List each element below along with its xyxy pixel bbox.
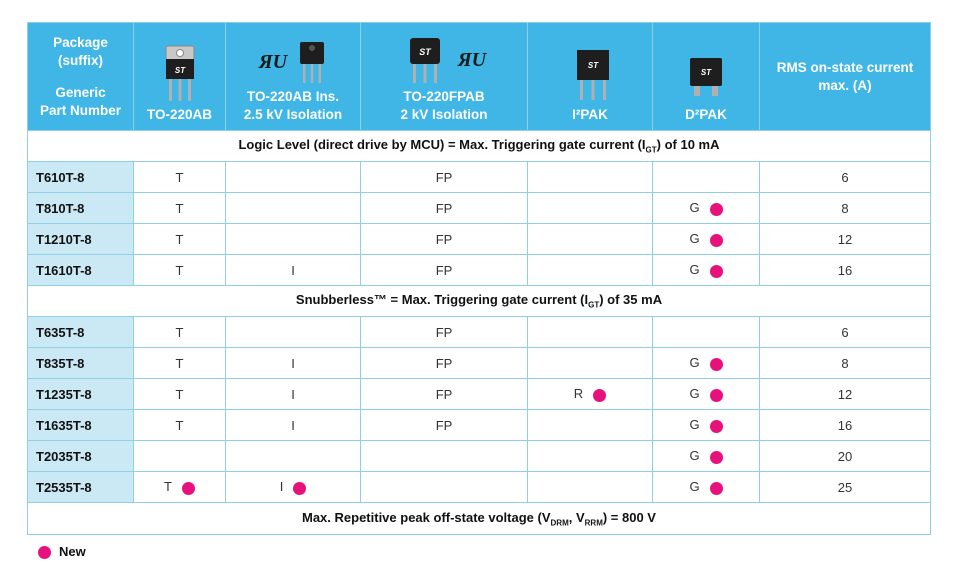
cell-part-value: T1210T-8 bbox=[36, 231, 92, 247]
cell-i2pak bbox=[528, 193, 653, 224]
cell-d2pak bbox=[653, 441, 760, 472]
new-dot-icon bbox=[593, 389, 606, 402]
cell-to220-value: T bbox=[175, 169, 184, 185]
new-dot-icon bbox=[710, 389, 723, 402]
cell-rms bbox=[760, 162, 931, 193]
cell-part bbox=[28, 255, 134, 286]
new-dot-icon bbox=[293, 482, 306, 495]
new-dot-icon bbox=[710, 203, 723, 216]
cell-rms bbox=[760, 379, 931, 410]
cell-fp-value: FP bbox=[435, 386, 453, 402]
cell-i2pak bbox=[528, 255, 653, 286]
cell-fp-value: FP bbox=[435, 355, 453, 371]
cell-fp bbox=[361, 379, 528, 410]
table-row bbox=[28, 224, 931, 255]
cell-part bbox=[28, 193, 134, 224]
cell-fp bbox=[361, 410, 528, 441]
cell-d2pak bbox=[653, 472, 760, 503]
cell-to220-value: T bbox=[175, 417, 184, 433]
footer-voltage-note: Max. Repetitive peak off-state voltage ($V_{DRM}$, $V_{RRM}) = 800$ V bbox=[28, 503, 931, 535]
cell-i2pak bbox=[528, 379, 653, 410]
cell-fp bbox=[361, 162, 528, 193]
cell-i2pak bbox=[528, 348, 653, 379]
cell-d2pak-value: G bbox=[689, 200, 700, 216]
cell-part-value: T1235T-8 bbox=[36, 386, 92, 402]
cell-d2pak bbox=[653, 193, 760, 224]
cell-fp bbox=[361, 472, 528, 503]
cell-part-value: T2035T-8 bbox=[36, 448, 92, 464]
cell-part bbox=[28, 410, 134, 441]
svg-text:ST: ST bbox=[174, 66, 185, 75]
cell-fp bbox=[361, 224, 528, 255]
table-row bbox=[28, 317, 931, 348]
cell-ins-value: I bbox=[291, 262, 295, 278]
cell-rms-value: 6 bbox=[841, 324, 849, 340]
cell-rms bbox=[760, 441, 931, 472]
to220-insulated-package-icon bbox=[297, 40, 327, 84]
cell-ins bbox=[226, 162, 361, 193]
header-d2pak: ST D²PAK bbox=[653, 23, 760, 131]
cell-rms-value: 8 bbox=[841, 200, 849, 216]
cell-ins-value: I bbox=[291, 386, 295, 402]
cell-to220 bbox=[134, 317, 226, 348]
cell-d2pak-value: G bbox=[689, 231, 700, 247]
cell-to220-value: T bbox=[175, 262, 184, 278]
cell-part-value: T1610T-8 bbox=[36, 262, 92, 278]
cell-part bbox=[28, 379, 134, 410]
cell-to220-value: T bbox=[164, 479, 172, 495]
cell-part bbox=[28, 472, 134, 503]
cell-part bbox=[28, 317, 134, 348]
new-dot-icon bbox=[710, 451, 723, 464]
section-logic-level-title: Logic Level (direct drive by MCU) = Max. Triggering gate current $(I_{GT})$ of 10 mA bbox=[28, 131, 931, 162]
section-logic-level bbox=[28, 131, 931, 162]
ul-logo-icon: ЯU bbox=[457, 49, 487, 71]
header-generic-part bbox=[28, 23, 134, 131]
cell-to220 bbox=[134, 193, 226, 224]
cell-part-value: T1635T-8 bbox=[36, 417, 92, 433]
cell-ins bbox=[226, 472, 361, 503]
cell-d2pak bbox=[653, 348, 760, 379]
cell-i2pak bbox=[528, 224, 653, 255]
cell-rms-value: 12 bbox=[837, 386, 853, 402]
cell-d2pak bbox=[653, 162, 760, 193]
table-row bbox=[28, 410, 931, 441]
section-snubberless bbox=[28, 286, 931, 317]
cell-to220 bbox=[134, 162, 226, 193]
header-row bbox=[28, 23, 931, 131]
cell-part bbox=[28, 441, 134, 472]
cell-rms bbox=[760, 224, 931, 255]
cell-d2pak bbox=[653, 410, 760, 441]
cell-d2pak-value: G bbox=[689, 417, 700, 433]
header-rms-current: RMS on-state current max. (A) bbox=[760, 23, 931, 131]
cell-ins bbox=[226, 379, 361, 410]
cell-rms-value: 16 bbox=[837, 417, 853, 433]
cell-part-value: T610T-8 bbox=[36, 169, 85, 185]
table-row bbox=[28, 441, 931, 472]
cell-rms bbox=[760, 317, 931, 348]
legend bbox=[38, 544, 86, 559]
cell-fp-value: FP bbox=[435, 200, 453, 216]
new-dot-icon bbox=[710, 234, 723, 247]
cell-i2pak-value: R bbox=[573, 386, 584, 402]
cell-d2pak-value: G bbox=[689, 448, 700, 464]
table-row bbox=[28, 348, 931, 379]
cell-rms bbox=[760, 348, 931, 379]
cell-rms bbox=[760, 472, 931, 503]
cell-d2pak bbox=[653, 317, 760, 348]
cell-ins bbox=[226, 410, 361, 441]
cell-fp bbox=[361, 255, 528, 286]
cell-i2pak bbox=[528, 317, 653, 348]
table-row bbox=[28, 193, 931, 224]
table-row bbox=[28, 255, 931, 286]
svg-text:ST: ST bbox=[700, 68, 712, 77]
header-to220fpab: ST ЯU TO-220FPAB 2 kV Isolation bbox=[361, 23, 528, 131]
cell-i2pak bbox=[528, 441, 653, 472]
cell-to220-value: T bbox=[175, 324, 184, 340]
cell-ins bbox=[226, 348, 361, 379]
cell-rms-value: 6 bbox=[841, 169, 849, 185]
cell-ins-value: I bbox=[291, 355, 295, 371]
cell-ins bbox=[226, 255, 361, 286]
cell-ins-value: I bbox=[291, 417, 295, 433]
cell-fp bbox=[361, 441, 528, 472]
cell-to220 bbox=[134, 441, 226, 472]
header-to220ab-ins-icons bbox=[226, 40, 360, 84]
cell-rms-value: 20 bbox=[837, 448, 853, 464]
cell-to220 bbox=[134, 472, 226, 503]
cell-d2pak bbox=[653, 379, 760, 410]
cell-to220 bbox=[134, 410, 226, 441]
new-dot-icon bbox=[710, 482, 723, 495]
cell-part-value: T810T-8 bbox=[36, 200, 85, 216]
cell-d2pak-value: G bbox=[689, 355, 700, 371]
cell-rms-value: 8 bbox=[841, 355, 849, 371]
cell-to220-value: T bbox=[175, 386, 184, 402]
cell-to220 bbox=[134, 379, 226, 410]
table-row bbox=[28, 472, 931, 503]
cell-d2pak-value: G bbox=[689, 479, 700, 495]
cell-to220-value: T bbox=[175, 231, 184, 247]
cell-rms bbox=[760, 255, 931, 286]
new-dot-icon bbox=[710, 358, 723, 371]
cell-rms-value: 25 bbox=[837, 479, 853, 495]
new-dot-icon bbox=[38, 546, 51, 559]
table-row bbox=[28, 162, 931, 193]
cell-i2pak bbox=[528, 162, 653, 193]
header-to220fpab-icons bbox=[361, 36, 527, 84]
cell-rms-value: 12 bbox=[837, 231, 853, 247]
cell-part bbox=[28, 162, 134, 193]
cell-ins-value: I bbox=[279, 479, 284, 495]
snubberless-rows bbox=[28, 317, 931, 503]
cell-fp-value: FP bbox=[435, 169, 453, 185]
cell-fp bbox=[361, 348, 528, 379]
cell-rms-value: 16 bbox=[837, 262, 853, 278]
header-i2pak: ST I²PAK bbox=[528, 23, 653, 131]
cell-i2pak bbox=[528, 472, 653, 503]
cell-i2pak bbox=[528, 410, 653, 441]
cell-part bbox=[28, 224, 134, 255]
footer-row bbox=[28, 503, 931, 535]
logic-level-rows bbox=[28, 162, 931, 286]
i2pak-package-icon bbox=[565, 46, 615, 102]
header-package-label: Package (suffix) bbox=[53, 34, 108, 68]
svg-text:ST: ST bbox=[419, 47, 431, 57]
new-dot-icon bbox=[710, 265, 723, 278]
legend-label: New bbox=[59, 544, 86, 559]
cell-fp bbox=[361, 193, 528, 224]
cell-part bbox=[28, 348, 134, 379]
cell-part-value: T835T-8 bbox=[36, 355, 85, 371]
cell-d2pak-value: G bbox=[689, 262, 700, 278]
cell-fp-value: FP bbox=[435, 231, 453, 247]
cell-ins bbox=[226, 193, 361, 224]
to220fp-package-icon bbox=[402, 36, 446, 84]
cell-rms bbox=[760, 193, 931, 224]
header-part-label: Generic Part Number bbox=[39, 84, 122, 118]
product-table bbox=[27, 22, 931, 535]
section-snubberless-title: Snubberless™ = Max. Triggering gate current $(I_{GT})$ of 35 mA bbox=[28, 286, 931, 317]
new-dot-icon bbox=[710, 420, 723, 433]
cell-d2pak bbox=[653, 255, 760, 286]
cell-fp-value: FP bbox=[435, 324, 453, 340]
cell-to220 bbox=[134, 348, 226, 379]
cell-to220 bbox=[134, 224, 226, 255]
cell-ins bbox=[226, 317, 361, 348]
cell-to220 bbox=[134, 255, 226, 286]
to220-package-icon bbox=[158, 44, 202, 102]
table-row bbox=[28, 379, 931, 410]
cell-ins bbox=[226, 224, 361, 255]
cell-fp bbox=[361, 317, 528, 348]
new-dot-icon bbox=[182, 482, 195, 495]
cell-fp-value: FP bbox=[435, 417, 453, 433]
cell-fp-value: FP bbox=[435, 262, 453, 278]
header-to220ab: ST TO-220AB bbox=[134, 23, 226, 131]
cell-ins bbox=[226, 441, 361, 472]
cell-part-value: T635T-8 bbox=[36, 324, 85, 340]
cell-d2pak bbox=[653, 224, 760, 255]
d2pak-package-icon bbox=[684, 54, 728, 102]
cell-part-value: T2535T-8 bbox=[36, 479, 92, 495]
cell-to220-value: T bbox=[175, 355, 184, 371]
ul-logo-icon: ЯU bbox=[258, 51, 288, 73]
cell-d2pak-value: G bbox=[689, 386, 700, 402]
header-to220ab-ins: ЯU TO-220AB Ins. 2.5 kV Isolation bbox=[226, 23, 361, 131]
cell-rms bbox=[760, 410, 931, 441]
svg-text:ST: ST bbox=[587, 61, 599, 70]
cell-to220-value: T bbox=[175, 200, 184, 216]
